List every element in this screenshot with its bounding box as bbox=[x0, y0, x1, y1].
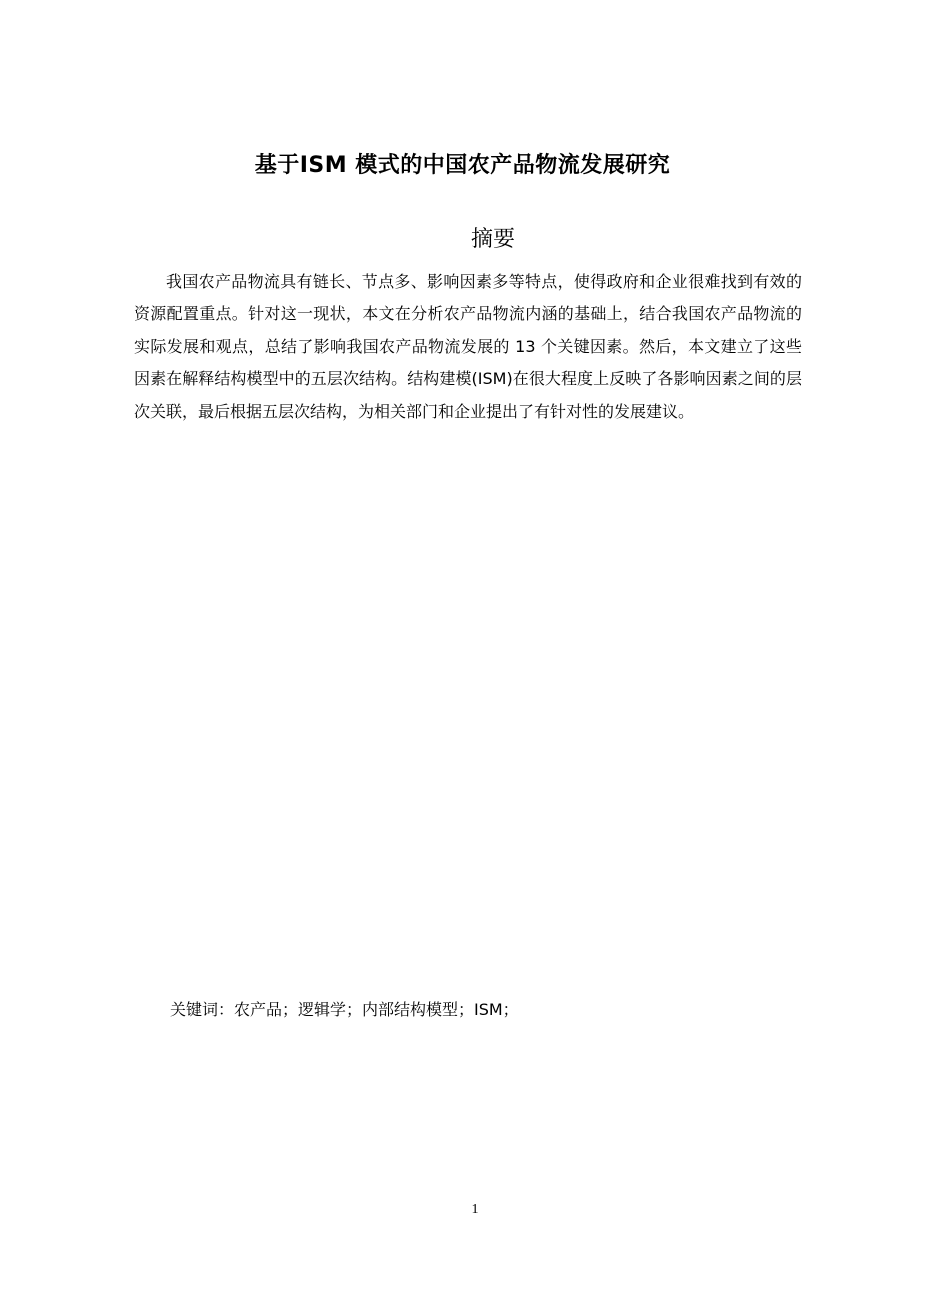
abstract-text: 我国农产品物流具有链长、节点多、影响因素多等特点，使得政府和企业很难找到有效的资源配置重点。针对这一现状，本文在分析农产品物流内涵的基础上，结合我国农产品物流的实际发展和观点，总结了影响我国农产品物流发展的 13 个关键因素。然后，本文建立了这些因素在解释结构模型中的五层次结构。结构建模(ISM)在很大程度上反映了各影响因素之间的层次关联，最后根据五层次结构，为相关部门和企业提出了有针对性的发展建议。 bbox=[134, 272, 802, 421]
keywords-line: 关键词：农产品；逻辑学；内部结构模型；ISM； bbox=[170, 1000, 519, 1019]
abstract-heading: 摘要 bbox=[470, 227, 515, 252]
page-number: 1 bbox=[471, 1202, 479, 1217]
document-title: 基于ISM 模式的中国农产品物流发展研究 bbox=[254, 153, 671, 178]
